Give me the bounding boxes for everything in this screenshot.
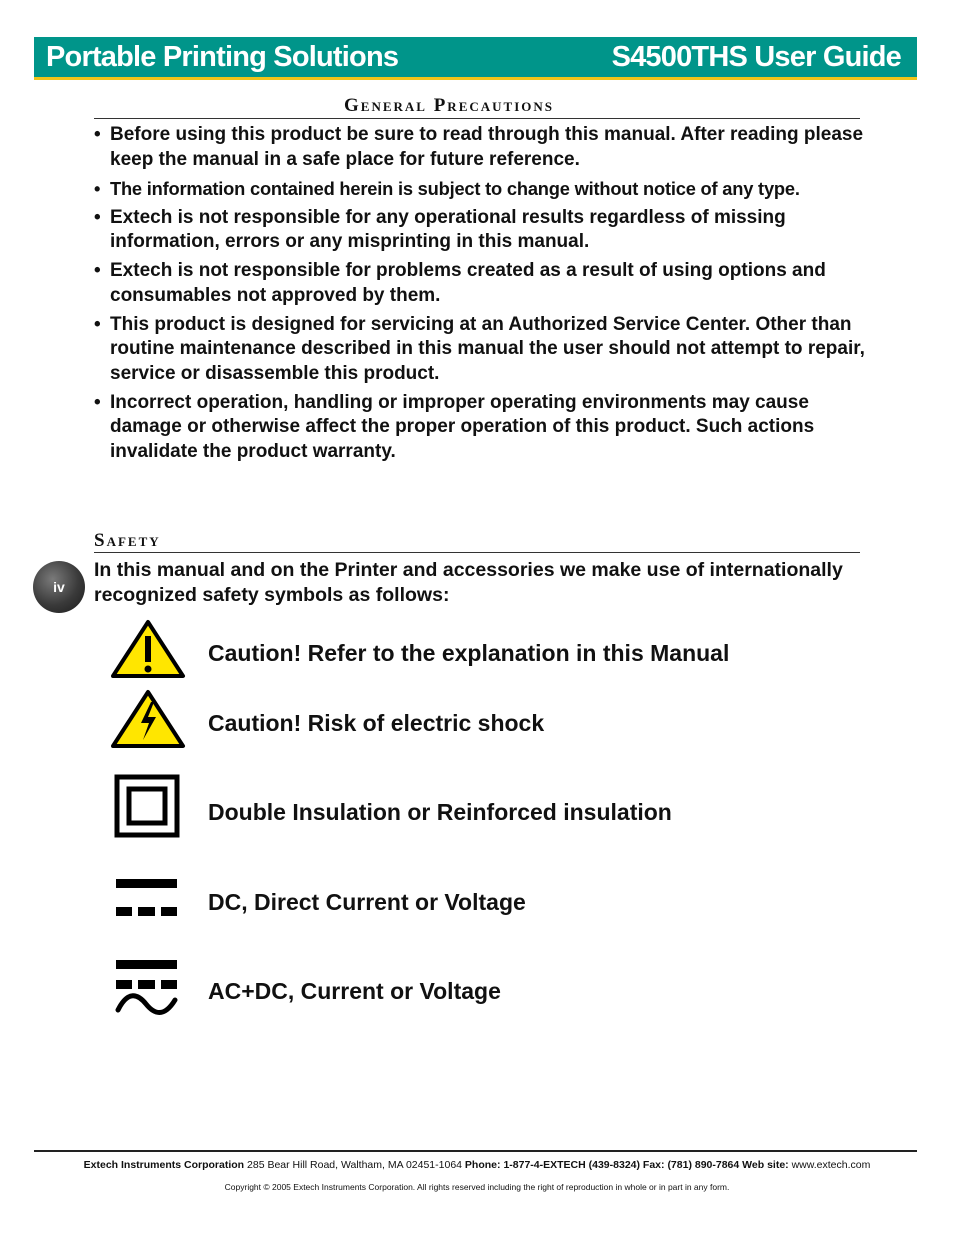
symbol-label: Caution! Refer to the explanation in this Manual [208,640,730,666]
safety-intro: In this manual and on the Printer and accessories we make use of internationally recognized safety symbols as follows: [94,559,843,606]
symbol-row-electric [110,688,870,758]
footer-fax-label: Fax: [642,1159,665,1171]
caution-triangle-icon [110,618,186,680]
footer-web-label: Web site: [742,1159,789,1171]
footer-rule [34,1150,917,1152]
general-precautions-rule [94,118,860,119]
symbol-label: DC, Direct Current or Voltage [208,889,526,915]
footer-web-link[interactable]: www.extech.com [791,1159,871,1171]
footer-company: Extech Instruments Corporation [83,1159,245,1171]
symbol-label: Caution! Risk of electric shock [208,710,545,736]
symbol-row-ac-dc [110,954,870,1024]
footer-contact [0,1159,954,1171]
ac-dc-symbol-icon [110,954,180,1022]
footer-copyright: Copyright © 2005 Extech Instruments Corporation. All rights reserved including the right of reproduction in whole or in part in any form. [224,1182,730,1192]
precaution-item: • This product is designed for servicing at an Authorized Service Center. Other than routine maintenance described in this manual the user should not attempt to repair, service or disassemble this product. [94,313,874,387]
footer-address: 285 Bear Hill Road, Waltham, MA 02451-1064 [247,1159,462,1171]
header-left-title: Portable Printing Solutions [46,41,399,73]
precautions-list [94,123,874,469]
symbol-label: AC+DC, Current or Voltage [208,978,501,1004]
dc-symbol-icon [110,872,180,922]
general-precautions-title: General Precautions [344,95,554,116]
safety-rule [94,552,860,553]
header-bar [34,37,917,80]
footer-phone: 1-877-4-EXTECH (439-8324) [503,1159,640,1171]
symbol-label: Double Insulation or Reinforced insulation [208,799,672,825]
symbol-row-double-insulation [110,774,870,844]
footer-fax: (781) 890-7864 [667,1159,740,1171]
precaution-item: • The information contained herein is subject to change without notice of any type. [94,177,874,202]
safety-title: Safety [94,530,161,551]
precaution-item: • Extech is not responsible for any operational results regardless of missing information, errors or any misprinting in this manual. [94,206,874,255]
symbol-row-caution [110,618,870,688]
precaution-item: • Incorrect operation, handling or improper operating environments may cause damage or otherwise affect the proper operation of this product. Such actions invalidate the product warranty. [94,391,874,465]
symbol-row-dc [110,872,870,942]
page-number-badge: iv [33,561,85,613]
precaution-item: • Before using this product be sure to read through this manual. After reading please keep the manual in a safe place for future reference. [94,123,874,172]
double-insulation-icon [110,774,180,838]
footer-phone-label: Phone: [464,1159,501,1171]
header-right-title: S4500THS User Guide [611,41,901,73]
electric-shock-icon [110,688,186,750]
precaution-item: • Extech is not responsible for problems created as a result of using options and consumables not approved by them. [94,259,874,308]
